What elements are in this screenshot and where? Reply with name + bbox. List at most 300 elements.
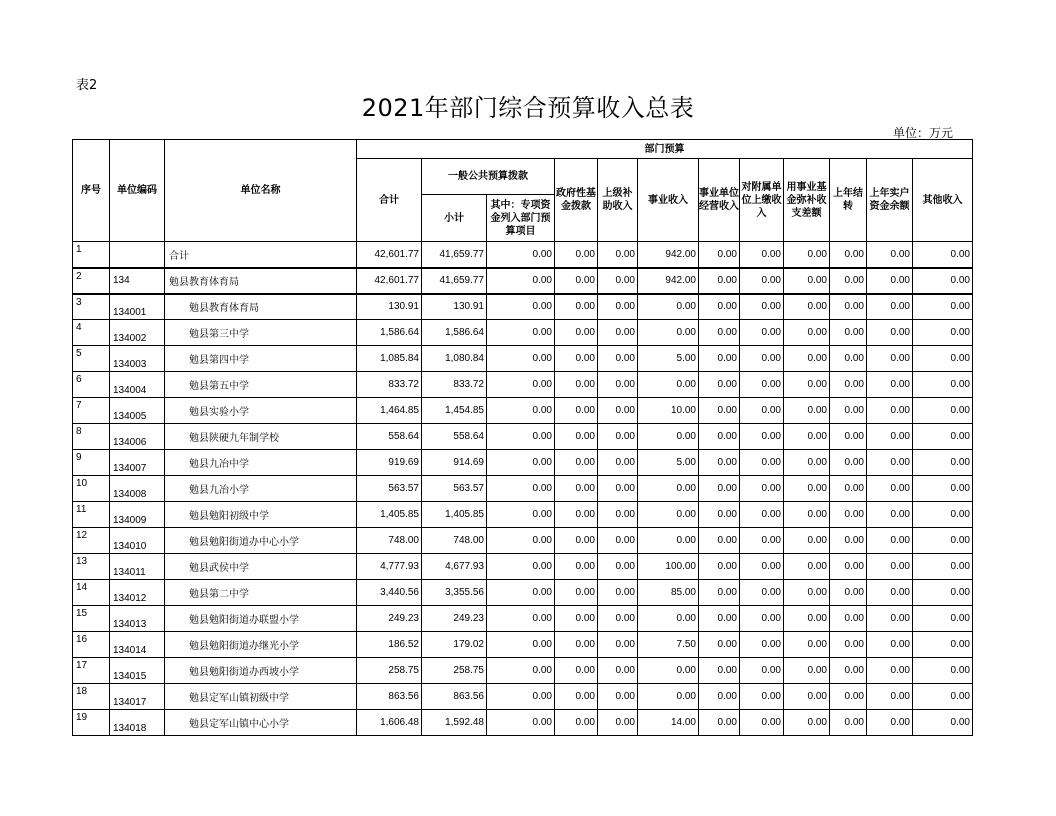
row-value: 0.00: [598, 268, 638, 294]
row-name: 勉县实验小学: [165, 398, 357, 424]
row-value: 863.56: [357, 684, 422, 710]
row-value: 41,659.77: [422, 242, 487, 268]
row-value: 3,440.56: [357, 580, 422, 606]
row-value: 0.00: [699, 398, 740, 424]
row-value: 0.00: [487, 658, 555, 684]
row-name: 合计: [165, 242, 357, 268]
row-seq: 1: [73, 242, 110, 268]
table-row: [73, 476, 973, 502]
row-value: 0.00: [555, 502, 598, 528]
row-value: 0.00: [867, 606, 913, 632]
row-value: 0.00: [784, 476, 830, 502]
row-value: 0.00: [784, 580, 830, 606]
row-value: 0.00: [740, 476, 784, 502]
row-value: 0.00: [638, 684, 699, 710]
row-value: 0.00: [784, 606, 830, 632]
row-value: 0.00: [740, 424, 784, 450]
row-value: 0.00: [830, 424, 867, 450]
row-value: 0.00: [487, 450, 555, 476]
header-other-income: 其他收入: [913, 159, 973, 242]
row-value: 0.00: [830, 580, 867, 606]
row-seq: 17: [73, 658, 110, 684]
row-value: 0.00: [740, 320, 784, 346]
table-row: [73, 424, 973, 450]
row-value: 1,586.64: [422, 320, 487, 346]
row-seq: 16: [73, 632, 110, 658]
row-value: 863.56: [422, 684, 487, 710]
table-row: [73, 658, 973, 684]
row-value: 0.00: [638, 606, 699, 632]
row-value: 0.00: [487, 502, 555, 528]
row-seq: 3: [73, 294, 110, 320]
row-value: 1,085.84: [357, 346, 422, 372]
row-value: 0.00: [699, 580, 740, 606]
row-seq: 6: [73, 372, 110, 398]
row-value: 1,592.48: [422, 710, 487, 736]
row-value: 0.00: [699, 658, 740, 684]
row-value: 0.00: [913, 450, 973, 476]
row-value: 0.00: [555, 346, 598, 372]
row-value: 0.00: [740, 502, 784, 528]
row-name: 勉县教育体育局: [165, 294, 357, 320]
row-code: 134003: [110, 346, 165, 372]
row-code: 134005: [110, 398, 165, 424]
row-code: 134017: [110, 684, 165, 710]
row-value: 4,677.93: [422, 554, 487, 580]
row-value: 0.00: [867, 580, 913, 606]
row-value: 919.69: [357, 450, 422, 476]
row-seq: 13: [73, 554, 110, 580]
row-value: 0.00: [740, 268, 784, 294]
row-name: 勉县第四中学: [165, 346, 357, 372]
row-value: 0.00: [784, 294, 830, 320]
row-value: 0.00: [740, 346, 784, 372]
row-value: 0.00: [638, 424, 699, 450]
row-value: 0.00: [598, 606, 638, 632]
row-value: 0.00: [699, 424, 740, 450]
row-value: 0.00: [867, 502, 913, 528]
row-value: 0.00: [487, 710, 555, 736]
row-value: 0.00: [913, 424, 973, 450]
header-name: 单位名称: [165, 140, 357, 242]
row-value: 748.00: [422, 528, 487, 554]
row-value: 0.00: [555, 294, 598, 320]
row-code: 134007: [110, 450, 165, 476]
row-value: 0.00: [784, 502, 830, 528]
row-name: 勉县第二中学: [165, 580, 357, 606]
row-name: 勉县勉阳街道办中心小学: [165, 528, 357, 554]
row-value: 0.00: [487, 242, 555, 268]
row-value: 0.00: [487, 554, 555, 580]
row-value: 942.00: [638, 268, 699, 294]
row-value: 3,355.56: [422, 580, 487, 606]
table-row: [73, 294, 973, 320]
row-seq: 15: [73, 606, 110, 632]
row-value: 0.00: [867, 268, 913, 294]
table-row: [73, 346, 973, 372]
row-value: 0.00: [555, 242, 598, 268]
row-value: 0.00: [555, 580, 598, 606]
row-name: 勉县教育体育局: [165, 268, 357, 294]
row-code: 134014: [110, 632, 165, 658]
table-header: [73, 140, 973, 242]
row-value: 0.00: [740, 398, 784, 424]
table-row: [73, 268, 973, 294]
row-value: 0.00: [699, 632, 740, 658]
row-value: 0.00: [913, 320, 973, 346]
row-value: 0.00: [867, 346, 913, 372]
header-carryover: 上年结转: [830, 159, 867, 242]
table-row: [73, 502, 973, 528]
row-value: 0.00: [740, 528, 784, 554]
row-value: 0.00: [913, 606, 973, 632]
row-value: 85.00: [638, 580, 699, 606]
row-value: 42,601.77: [357, 268, 422, 294]
table-row: [73, 632, 973, 658]
row-value: 0.00: [555, 528, 598, 554]
row-value: 249.23: [422, 606, 487, 632]
row-value: 0.00: [740, 580, 784, 606]
row-value: 0.00: [784, 658, 830, 684]
row-value: 0.00: [638, 658, 699, 684]
row-value: 0.00: [867, 320, 913, 346]
row-seq: 14: [73, 580, 110, 606]
row-value: 0.00: [784, 242, 830, 268]
row-value: 0.00: [699, 320, 740, 346]
table-row: [73, 450, 973, 476]
row-value: 0.00: [555, 658, 598, 684]
row-value: 0.00: [867, 294, 913, 320]
row-value: 0.00: [699, 606, 740, 632]
row-code: 134002: [110, 320, 165, 346]
row-value: 0.00: [830, 268, 867, 294]
row-value: 0.00: [555, 606, 598, 632]
row-value: 0.00: [913, 554, 973, 580]
row-value: 0.00: [487, 684, 555, 710]
row-value: 0.00: [598, 424, 638, 450]
row-value: 5.00: [638, 346, 699, 372]
header-total: 合计: [357, 159, 422, 242]
row-name: 勉县第三中学: [165, 320, 357, 346]
header-seq: 序号: [73, 140, 110, 242]
header-gov-fund: 政府性基金拨款: [555, 159, 598, 242]
header-prior-year-balance: 上年实户资金余额: [867, 159, 913, 242]
row-value: 0.00: [598, 502, 638, 528]
row-seq: 8: [73, 424, 110, 450]
row-value: 0.00: [830, 476, 867, 502]
row-value: 563.57: [422, 476, 487, 502]
row-code: 134012: [110, 580, 165, 606]
table-row: [73, 528, 973, 554]
header-business-fund-deficit: 用事业基金弥补收支差额: [784, 159, 830, 242]
row-value: 0.00: [487, 346, 555, 372]
table-row: [73, 320, 973, 346]
row-value: 0.00: [830, 658, 867, 684]
row-value: 0.00: [699, 346, 740, 372]
row-value: 0.00: [913, 476, 973, 502]
header-business-income: 事业收入: [638, 159, 699, 242]
header-subtotal: 小计: [422, 195, 487, 242]
row-value: 0.00: [740, 554, 784, 580]
row-value: 0.00: [830, 320, 867, 346]
row-value: 0.00: [913, 398, 973, 424]
row-value: 0.00: [867, 476, 913, 502]
row-value: 563.57: [357, 476, 422, 502]
row-name: 勉县勉阳初级中学: [165, 502, 357, 528]
row-value: 0.00: [830, 372, 867, 398]
row-value: 100.00: [638, 554, 699, 580]
row-value: 0.00: [913, 268, 973, 294]
row-value: 0.00: [784, 684, 830, 710]
row-value: 0.00: [699, 710, 740, 736]
row-value: 0.00: [638, 476, 699, 502]
row-seq: 18: [73, 684, 110, 710]
row-value: 558.64: [422, 424, 487, 450]
row-value: 0.00: [487, 398, 555, 424]
row-name: 勉县武侯中学: [165, 554, 357, 580]
row-value: 0.00: [555, 398, 598, 424]
header-affiliated-income: 对附属单位上缴收入: [740, 159, 784, 242]
row-seq: 10: [73, 476, 110, 502]
row-value: 0.00: [555, 320, 598, 346]
row-name: 勉县九冶小学: [165, 476, 357, 502]
table-row: [73, 606, 973, 632]
row-value: 0.00: [487, 320, 555, 346]
row-value: 1,454.85: [422, 398, 487, 424]
row-value: 0.00: [638, 502, 699, 528]
header-superior-subsidy: 上级补助收入: [598, 159, 638, 242]
row-value: 0.00: [830, 242, 867, 268]
row-value: 0.00: [784, 632, 830, 658]
row-value: 0.00: [830, 528, 867, 554]
row-value: 0.00: [913, 580, 973, 606]
row-value: 0.00: [830, 398, 867, 424]
row-code: 134: [110, 268, 165, 294]
row-value: 0.00: [598, 658, 638, 684]
row-value: 0.00: [555, 372, 598, 398]
row-value: 0.00: [598, 294, 638, 320]
row-value: 0.00: [784, 450, 830, 476]
row-value: 0.00: [740, 632, 784, 658]
row-value: 41,659.77: [422, 268, 487, 294]
row-value: 0.00: [740, 658, 784, 684]
row-value: 1,606.48: [357, 710, 422, 736]
row-value: 0.00: [598, 554, 638, 580]
row-seq: 5: [73, 346, 110, 372]
header-dept-budget: 部门预算: [357, 140, 973, 159]
table-row: [73, 580, 973, 606]
row-value: 0.00: [913, 684, 973, 710]
unit-label: 单位：万元: [892, 126, 953, 140]
row-value: 0.00: [555, 710, 598, 736]
row-value: 0.00: [487, 632, 555, 658]
row-seq: 9: [73, 450, 110, 476]
row-value: 0.00: [740, 606, 784, 632]
row-value: 14.00: [638, 710, 699, 736]
row-code: 134011: [110, 554, 165, 580]
row-value: 0.00: [740, 294, 784, 320]
row-value: 914.69: [422, 450, 487, 476]
row-value: 1,080.84: [422, 346, 487, 372]
row-seq: 12: [73, 528, 110, 554]
row-value: 0.00: [913, 710, 973, 736]
row-value: 0.00: [487, 528, 555, 554]
row-code: 134018: [110, 710, 165, 736]
row-value: 0.00: [913, 632, 973, 658]
row-value: 0.00: [487, 424, 555, 450]
header-general-public: 一般公共预算拨款: [422, 159, 555, 195]
row-value: 0.00: [598, 372, 638, 398]
row-value: 0.00: [598, 684, 638, 710]
row-value: 0.00: [784, 320, 830, 346]
row-value: 0.00: [867, 632, 913, 658]
row-value: 0.00: [784, 528, 830, 554]
row-value: 7.50: [638, 632, 699, 658]
row-value: 1,464.85: [357, 398, 422, 424]
row-code: 134006: [110, 424, 165, 450]
row-value: 0.00: [830, 294, 867, 320]
row-value: 0.00: [913, 502, 973, 528]
row-value: 258.75: [422, 658, 487, 684]
row-value: 249.23: [357, 606, 422, 632]
row-value: 0.00: [638, 528, 699, 554]
row-value: 942.00: [638, 242, 699, 268]
row-value: 0.00: [487, 476, 555, 502]
row-name: 勉县勉阳街道办西坡小学: [165, 658, 357, 684]
row-value: 0.00: [784, 398, 830, 424]
row-value: 0.00: [487, 294, 555, 320]
row-name: 勉县定军山镇初级中学: [165, 684, 357, 710]
row-value: 0.00: [867, 528, 913, 554]
row-value: 0.00: [784, 424, 830, 450]
row-value: 0.00: [699, 528, 740, 554]
row-value: 0.00: [913, 372, 973, 398]
page-title: 2021年部门综合预算收入总表: [361, 94, 695, 122]
row-value: 258.75: [357, 658, 422, 684]
table-row: [73, 710, 973, 736]
row-value: 0.00: [913, 528, 973, 554]
row-code: 134008: [110, 476, 165, 502]
row-value: 0.00: [867, 398, 913, 424]
table-row: [73, 242, 973, 268]
row-value: 0.00: [740, 710, 784, 736]
row-value: 4,777.93: [357, 554, 422, 580]
row-value: 0.00: [830, 450, 867, 476]
row-name: 勉县第五中学: [165, 372, 357, 398]
row-value: 0.00: [830, 632, 867, 658]
row-value: 0.00: [867, 710, 913, 736]
row-value: 1,405.85: [357, 502, 422, 528]
table-row: [73, 372, 973, 398]
row-value: 0.00: [487, 268, 555, 294]
row-value: 0.00: [555, 268, 598, 294]
row-value: 0.00: [784, 268, 830, 294]
row-value: 0.00: [830, 710, 867, 736]
row-value: 0.00: [867, 372, 913, 398]
row-value: 0.00: [598, 710, 638, 736]
row-value: 0.00: [598, 528, 638, 554]
row-value: 0.00: [598, 476, 638, 502]
table-row: [73, 684, 973, 710]
row-seq: 7: [73, 398, 110, 424]
row-value: 0.00: [867, 424, 913, 450]
header-code: 单位编码: [110, 140, 165, 242]
row-value: 0.00: [598, 320, 638, 346]
row-value: 130.91: [422, 294, 487, 320]
row-value: 0.00: [867, 450, 913, 476]
row-name: 勉县陕硬九年制学校: [165, 424, 357, 450]
row-value: 0.00: [740, 450, 784, 476]
row-value: 0.00: [555, 554, 598, 580]
row-value: 0.00: [699, 242, 740, 268]
row-value: 0.00: [699, 502, 740, 528]
row-value: 0.00: [784, 554, 830, 580]
row-value: 0.00: [555, 684, 598, 710]
row-code: 134010: [110, 528, 165, 554]
row-value: 186.52: [357, 632, 422, 658]
row-value: 1,405.85: [422, 502, 487, 528]
row-code: 134013: [110, 606, 165, 632]
row-value: 0.00: [699, 268, 740, 294]
row-value: 0.00: [784, 346, 830, 372]
row-value: 0.00: [699, 476, 740, 502]
row-value: 0.00: [555, 424, 598, 450]
row-value: 0.00: [638, 320, 699, 346]
row-value: 558.64: [357, 424, 422, 450]
table-body: [73, 242, 973, 736]
row-value: 0.00: [638, 372, 699, 398]
row-value: 0.00: [699, 450, 740, 476]
header-business-unit-income: 事业单位经营收入: [699, 159, 740, 242]
row-seq: 2: [73, 268, 110, 294]
row-value: 0.00: [740, 242, 784, 268]
row-value: 0.00: [913, 294, 973, 320]
row-value: 0.00: [913, 346, 973, 372]
table-row: [73, 398, 973, 424]
row-value: 0.00: [913, 658, 973, 684]
row-value: 0.00: [487, 606, 555, 632]
row-value: 0.00: [784, 372, 830, 398]
row-value: 0.00: [830, 606, 867, 632]
row-value: 0.00: [784, 710, 830, 736]
row-value: 179.02: [422, 632, 487, 658]
row-value: 1,586.64: [357, 320, 422, 346]
row-seq: 11: [73, 502, 110, 528]
row-value: 0.00: [699, 372, 740, 398]
row-value: 0.00: [867, 554, 913, 580]
row-value: 0.00: [830, 684, 867, 710]
row-code: 134004: [110, 372, 165, 398]
row-code: 134001: [110, 294, 165, 320]
table-row: [73, 554, 973, 580]
row-value: 748.00: [357, 528, 422, 554]
row-value: 0.00: [555, 632, 598, 658]
row-value: 0.00: [830, 346, 867, 372]
row-value: 0.00: [487, 372, 555, 398]
budget-table: [72, 139, 973, 736]
row-value: 0.00: [598, 580, 638, 606]
row-value: 0.00: [598, 242, 638, 268]
row-seq: 19: [73, 710, 110, 736]
row-value: 0.00: [699, 684, 740, 710]
row-code: 134009: [110, 502, 165, 528]
row-value: 0.00: [913, 242, 973, 268]
row-value: 0.00: [699, 294, 740, 320]
row-value: 5.00: [638, 450, 699, 476]
row-name: 勉县勉阳街道办继光小学: [165, 632, 357, 658]
row-value: 0.00: [598, 398, 638, 424]
row-code: 134015: [110, 658, 165, 684]
